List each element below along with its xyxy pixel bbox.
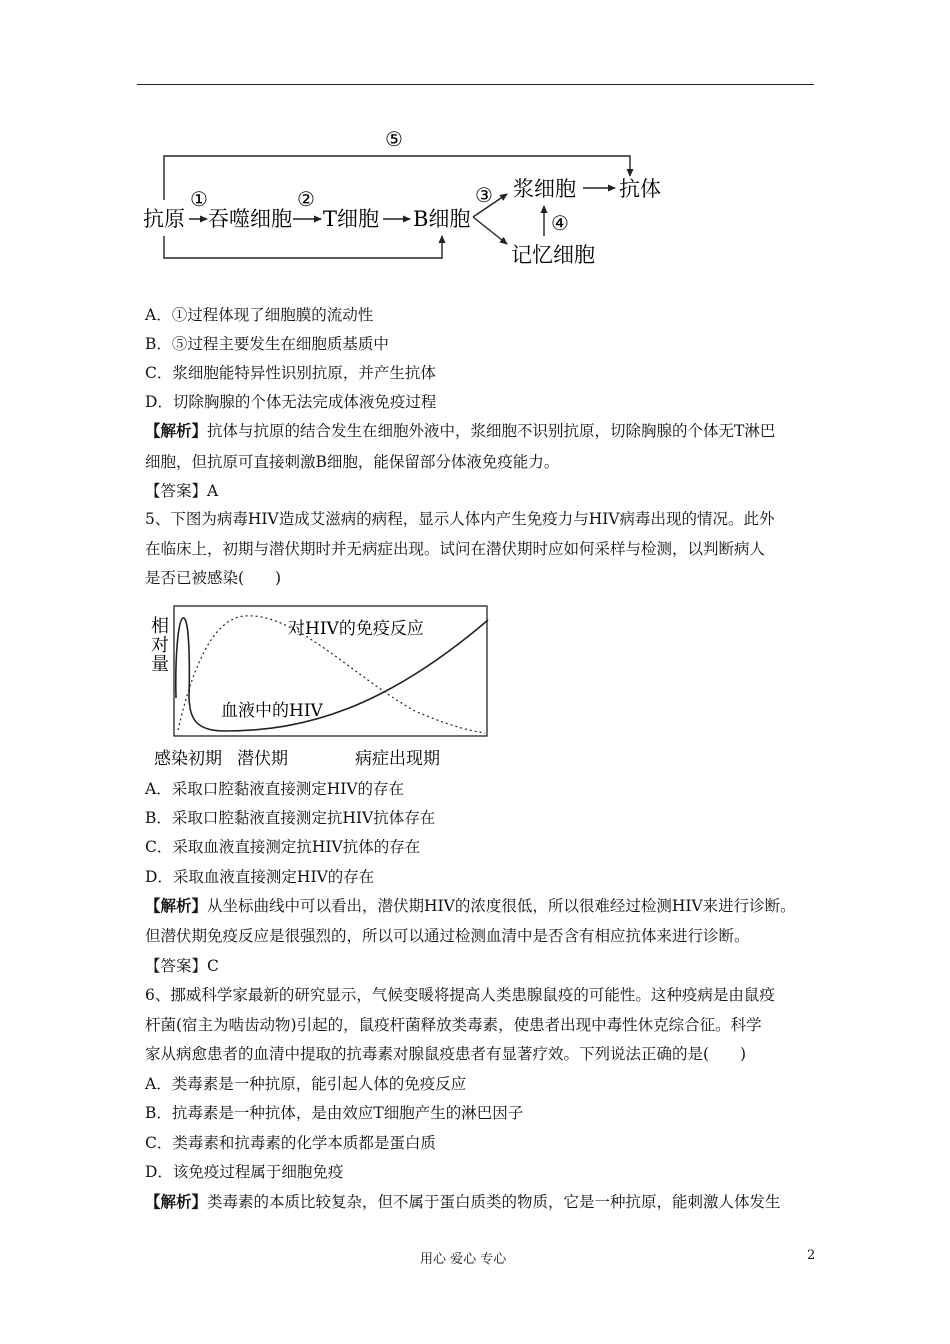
node-antigen: 抗原 — [143, 207, 185, 231]
q6-stem-line-1: 6、挪威科学家最新的研究显示，气候变暖将提高人类患腺鼠疫的可能性。这种疫病是由鼠疫 — [145, 986, 775, 1004]
node-tcell: T细胞 — [323, 207, 380, 231]
header-rule — [137, 84, 814, 85]
ylabel-char-3: 量 — [151, 654, 169, 675]
node-antibody: 抗体 — [619, 177, 661, 201]
marker-1: ① — [190, 187, 208, 211]
node-plasma: 浆细胞 — [513, 177, 576, 201]
q6-stem-line-3: 家从病愈患者的血清中提取的抗毒素对腺鼠疫患者有显著疗效。下列说法正确的是( ) — [145, 1045, 747, 1063]
q6-analysis-label: 【解析】 — [145, 1192, 208, 1211]
q4-answer-value: A — [207, 482, 219, 500]
q5-analysis-text-1: 从坐标曲线中可以看出，潜伏期HIV的浓度很低，所以很难经过检测HIV来进行诊断。 — [207, 897, 796, 915]
marker-2: ② — [297, 187, 315, 211]
q4-option-d: D．切除胸腺的个体无法完成体液免疫过程 — [145, 393, 437, 411]
branch-to-memory — [473, 217, 507, 244]
marker-4: ④ — [551, 211, 569, 235]
node-phagocyte: 吞噬细胞 — [208, 207, 292, 231]
q5-analysis-line-2: 但潜伏期免疫反应是很强烈的，所以可以通过检测血清中是否含有相应抗体来进行诊断。 — [145, 927, 750, 945]
q4-option-c: C．浆细胞能特异性识别抗原，并产生抗体 — [145, 364, 436, 382]
q4-analysis-line-1 — [145, 421, 775, 441]
q6-option-d: D．该免疫过程属于细胞免疫 — [145, 1163, 344, 1181]
q6-option-a: A．类毒素是一种抗原，能引起人体的免疫反应 — [145, 1075, 467, 1093]
q4-analysis-line-2: 细胞，但抗原可直接刺激B细胞，能保留部分体液免疫能力。 — [145, 453, 560, 471]
hiv-curve-label: 血液中的HIV — [221, 701, 323, 721]
q5-option-b: B．采取口腔黏液直接测定抗HIV抗体存在 — [145, 809, 436, 827]
marker-5: ⑤ — [385, 127, 403, 151]
q6-stem-line-2: 杆菌(宿主为啮齿动物)引起的，鼠疫杆菌释放类毒素，使患者出现中毒性休克综合征。科学 — [145, 1016, 762, 1034]
q4-answer-line — [145, 481, 218, 501]
q4-option-b: B．⑤过程主要发生在细胞质基质中 — [145, 335, 389, 353]
q4-analysis-label: 【解析】 — [145, 421, 208, 440]
x-label-symptom: 病症出现期 — [355, 749, 440, 769]
marker-3: ③ — [475, 183, 493, 207]
node-bcell: B细胞 — [413, 207, 471, 231]
page-number: 2 — [807, 1248, 816, 1263]
bottom-bracket-line — [164, 236, 442, 258]
footer-slogan: 用心 爱心 专心 — [420, 1252, 507, 1267]
q5-stem-line-3: 是否已被感染( ) — [145, 569, 282, 587]
immune-flow-diagram — [135, 118, 675, 278]
q5-answer-value: C — [207, 957, 219, 975]
q5-analysis-label: 【解析】 — [145, 896, 208, 915]
q6-option-c: C．类毒素和抗毒素的化学本质都是蛋白质 — [145, 1134, 436, 1152]
q5-option-d: D．采取血液直接测定HIV的存在 — [145, 868, 375, 886]
ylabel-char-1: 相 — [151, 616, 169, 637]
q5-option-c: C．采取血液直接测定抗HIV抗体的存在 — [145, 838, 421, 856]
q5-stem-line-2: 在临床上，初期与潜伏期时并无病症出现。试问在潜伏期时应如何采样与检测，以判断病人 — [145, 540, 766, 558]
q4-analysis-text-1: 抗体与抗原的结合发生在细胞外液中，浆细胞不识别抗原，切除胸腺的个体无T淋巴 — [207, 422, 776, 440]
q6-analysis-text-1: 类毒素的本质比较复杂，但不属于蛋白质类的物质，它是一种抗原，能刺激人体发生 — [207, 1193, 781, 1211]
q5-answer-line — [145, 956, 219, 976]
x-label-latent: 潜伏期 — [237, 749, 288, 769]
node-memory: 记忆细胞 — [511, 243, 595, 267]
q6-analysis-line-1 — [145, 1192, 781, 1212]
q4-option-a: A．①过程体现了细胞膜的流动性 — [145, 306, 374, 324]
immune-curve-label: 对HIV的免疫反应 — [288, 619, 424, 639]
q6-option-b: B．抗毒素是一种抗体，是由效应T细胞产生的淋巴因子 — [145, 1104, 524, 1122]
q5-option-a: A．采取口腔黏液直接测定HIV的存在 — [145, 780, 405, 798]
q5-analysis-line-1 — [145, 896, 796, 916]
q5-stem-line-1: 5、下图为病毒HIV造成艾滋病的病程，显示人体内产生免疫力与HIV病毒出现的情况。此外 — [145, 510, 775, 528]
ylabel-char-2: 对 — [151, 635, 169, 656]
q4-answer-label: 【答案】 — [145, 482, 208, 500]
x-label-initial: 感染初期 — [154, 749, 222, 769]
q5-answer-label: 【答案】 — [145, 957, 208, 975]
hiv-course-chart — [145, 598, 505, 773]
